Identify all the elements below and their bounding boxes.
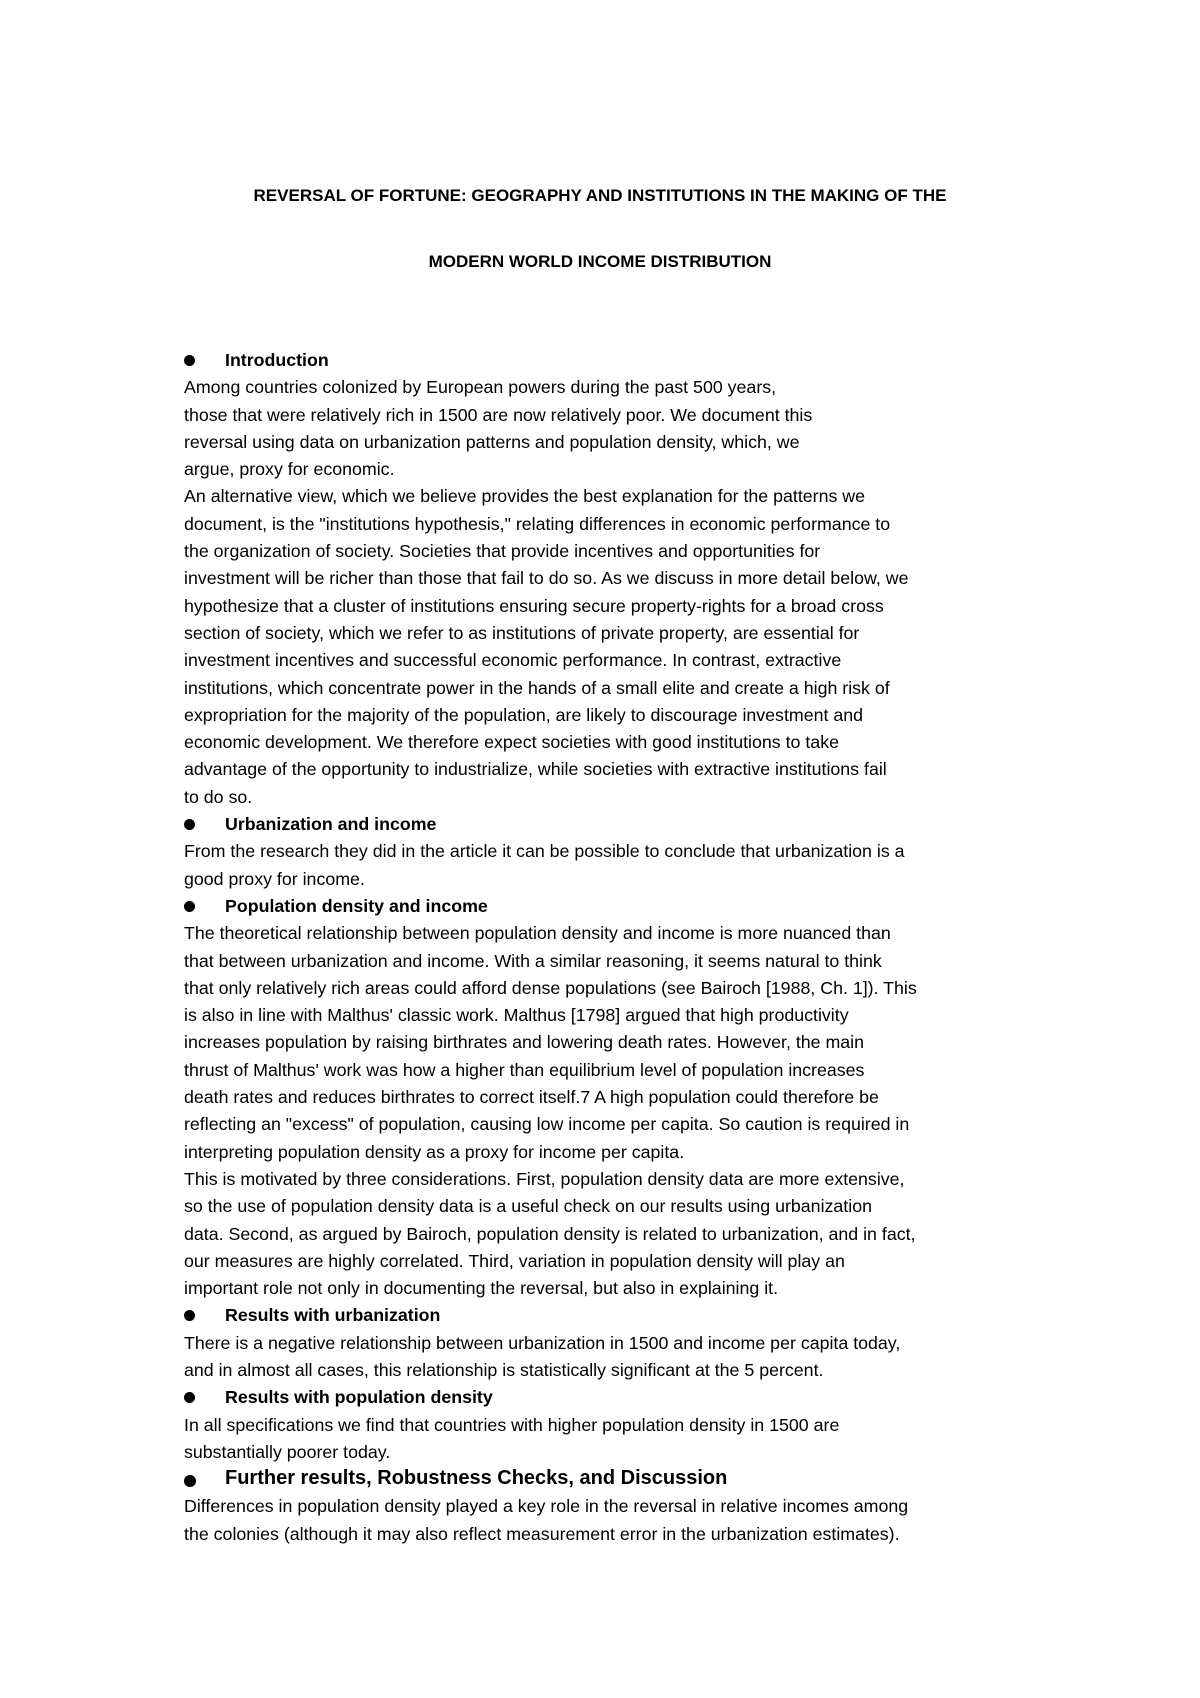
paragraph-line: The theoretical relationship between population density and income is more nuanced than [184,923,891,944]
document-title-line-1: REVERSAL OF FORTUNE: GEOGRAPHY AND INSTITUTIONS IN THE MAKING OF THE [253,186,947,205]
paragraph-line: the organization of society. Societies that provide incentives and opportunities for [184,541,821,562]
paragraph-line: argue, proxy for economic. [184,459,395,480]
section-heading-text: Urbanization and income [225,814,437,835]
section-heading [184,347,1044,374]
section-heading [184,1302,1044,1329]
section-heading [184,1466,1044,1493]
section-heading-text: Results with urbanization [225,1305,441,1326]
section-heading-text: Further results, Robustness Checks, and Discussion [225,1467,728,1490]
section-heading-text: Results with population density [225,1387,493,1408]
bullet-icon [184,901,195,912]
paragraph-line: important role not only in documenting the reversal, but also in explaining it. [184,1278,779,1299]
paragraph-line: that between urbanization and income. With a similar reasoning, it seems natural to think [184,950,882,971]
paragraph-line: those that were relatively rich in 1500 are now relatively poor. We document this [184,404,813,425]
paragraph-line: death rates and reduces birthrates to correct itself.7 A high population could therefore be [184,1087,879,1108]
paragraph-line: the colonies (although it may also reflect measurement error in the urbanization estimates). [184,1523,900,1544]
paragraph-line: investment incentives and successful economic performance. In contrast, extractive [184,650,842,671]
paragraph-line: advantage of the opportunity to industrialize, while societies with extractive institutions fail [184,759,887,780]
section-heading [184,893,1044,920]
section-heading [184,811,1044,838]
paragraph-line: investment will be richer than those that fail to do so. As we discuss in more detail below, we [184,568,909,589]
paragraph-line: that only relatively rich areas could afford dense populations (see Bairoch [1988, Ch. 1]). This [184,977,917,998]
paragraph-line: hypothesize that a cluster of institutions ensuring secure property-rights for a broad cross [184,595,884,616]
paragraph-line: document, is the "institutions hypothesis," relating differences in economic performance to [184,513,891,534]
document-body [184,347,1044,1548]
bullet-icon [184,355,195,366]
paragraph-line: From the research they did in the article it can be possible to conclude that urbanization is a [184,841,905,862]
bullet-icon [184,1310,195,1321]
section-heading [184,1384,1044,1411]
paragraph-line: data. Second, as argued by Bairoch, population density is related to urbanization, and in fact, [184,1223,916,1244]
paragraph-line: expropriation for the majority of the population, are likely to discourage investment and [184,704,864,725]
paragraph-line: is also in line with Malthus' classic work. Malthus [1798] argued that high productivity [184,1005,849,1026]
paragraph-line: There is a negative relationship between urbanization in 1500 and income per capita today, [184,1332,901,1353]
paragraph-line: good proxy for income. [184,868,365,889]
paragraph-line: to do so. [184,786,253,807]
paragraph-line: so the use of population density data is a useful check on our results using urbanization [184,1196,872,1217]
paragraph-line: reversal using data on urbanization patterns and population density, which, we [184,431,800,452]
paragraph-line: reflecting an "excess" of population, causing low income per capita. So caution is required in [184,1114,910,1135]
paragraph-line: substantially poorer today. [184,1441,391,1462]
paragraph-line: Among countries colonized by European powers during the past 500 years, [184,377,777,398]
section-heading-text: Introduction [225,350,329,370]
paragraph-line: and in almost all cases, this relationship is statistically significant at the 5 percent. [184,1359,824,1380]
paragraph-line: section of society, which we refer to as institutions of private property, are essential for [184,622,860,643]
bullet-icon [184,1392,195,1403]
paragraph-line: An alternative view, which we believe provides the best explanation for the patterns we [184,486,866,507]
paragraph-line: Differences in population density played a key role in the reversal in relative incomes among [184,1496,909,1517]
paragraph-line: institutions, which concentrate power in the hands of a small elite and create a high risk of [184,677,890,698]
paragraph-line: economic development. We therefore expect societies with good institutions to take [184,732,839,753]
paragraph-line: thrust of Malthus' work was how a higher than equilibrium level of population increases [184,1059,865,1080]
document-title-line-2: MODERN WORLD INCOME DISTRIBUTION [428,252,772,271]
paragraph-line: This is motivated by three considerations. First, population density data are more extensive, [184,1168,905,1189]
bullet-icon [184,1475,196,1487]
paragraph-line: our measures are highly correlated. Third, variation in population density will play an [184,1250,845,1271]
paragraph-line: interpreting population density as a proxy for income per capita. [184,1141,685,1162]
paragraph-line: In all specifications we find that countries with higher population density in 1500 are [184,1414,840,1435]
paragraph-line: increases population by raising birthrates and lowering death rates. However, the main [184,1032,865,1053]
bullet-icon [184,819,195,830]
section-heading-text: Population density and income [225,895,488,916]
